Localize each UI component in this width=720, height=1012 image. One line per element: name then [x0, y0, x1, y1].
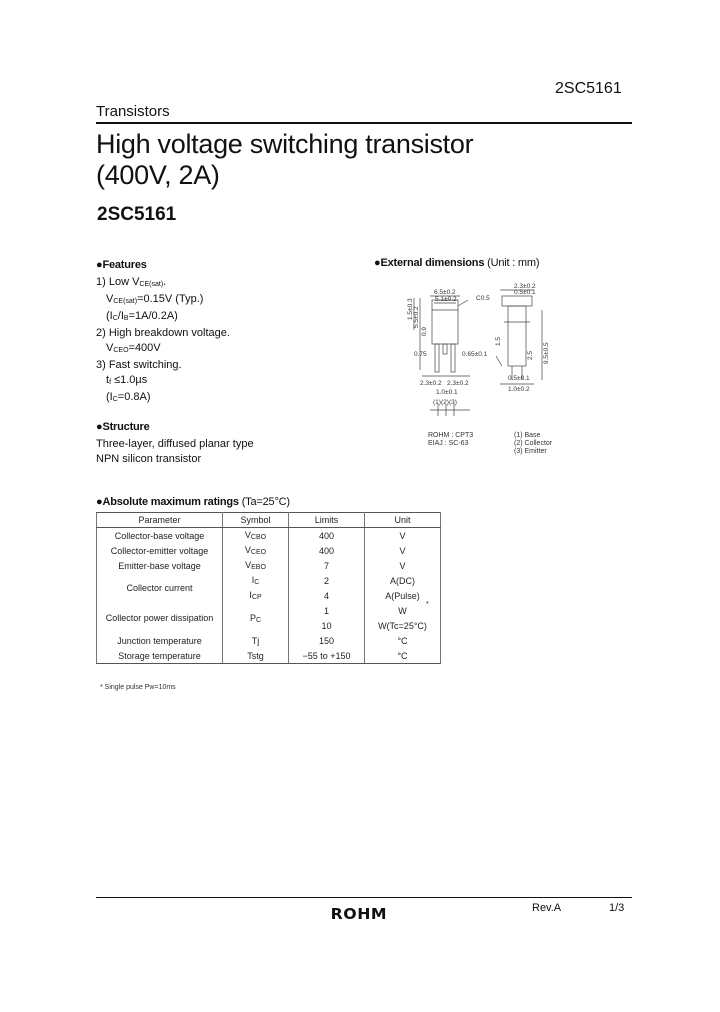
dim-label: 0.75 — [414, 351, 427, 358]
pin-3-label: (3) Emitter — [514, 448, 547, 455]
feature-3: 3) Fast switching. — [96, 359, 182, 371]
param-cell: Collector power dissipation — [97, 603, 223, 633]
feature-3-value: $t_f \le 1.0\mu s$ — [106, 374, 148, 386]
dim-label: 1.0±0.1 — [436, 389, 458, 396]
lead-3 — [451, 344, 455, 372]
symbol-cell: $V_{EBO}$ — [223, 558, 289, 573]
bullet-icon: ● — [96, 496, 103, 508]
dim-label: 0.5±0.1 — [508, 375, 530, 382]
feature-1-value: $V_{CE(sat)}=0.15V$ (Typ.) — [106, 293, 204, 305]
part-number-heading: 2SC5161 — [97, 204, 177, 225]
unit-cell: V — [365, 543, 441, 558]
dim-label: 5.1±0.2 — [435, 296, 457, 303]
unit-cell: W(Tc=25°C) — [365, 618, 441, 633]
table-row — [97, 558, 441, 573]
lead-1 — [435, 344, 439, 372]
param-cell: Storage temperature — [97, 648, 223, 664]
limit-cell: 150 — [289, 633, 365, 648]
column-header: Unit — [365, 513, 441, 528]
bullet-icon: ● — [96, 421, 103, 433]
dim-label: 5.5±0.2 — [413, 306, 420, 328]
unit-cell: V — [365, 528, 441, 544]
param-cell: Collector-base voltage — [97, 528, 223, 544]
limit-cell: 400 — [289, 543, 365, 558]
lead-number: (3) — [449, 399, 457, 406]
structure-heading: ●Structure — [96, 421, 150, 433]
column-header: Limits — [289, 513, 365, 528]
package-codes — [428, 432, 473, 448]
unit-cell: W — [365, 603, 441, 618]
table-row — [97, 648, 441, 664]
limit-cell: 1 — [289, 603, 365, 618]
table-row — [97, 528, 441, 544]
table-row — [97, 573, 441, 588]
dimensions-heading: ●External dimensions (Unit : mm) — [374, 257, 540, 269]
package-dimension-drawing — [372, 270, 568, 430]
package-code-rohm: ROHM : CPT3 — [428, 432, 474, 439]
header-part-number: 2SC5161 — [555, 80, 622, 97]
param-cell: Collector current — [97, 573, 223, 603]
symbol-cell: Tj — [223, 633, 289, 648]
dim-label: 9.5±0.5 — [543, 342, 550, 364]
limit-cell: 2 — [289, 573, 365, 588]
page-number: 1/3 — [609, 902, 625, 914]
symbol-cell: $P_C$ — [223, 603, 289, 633]
dim-label: 0.9 — [421, 326, 428, 336]
unit-cell: A(Pulse) — [365, 588, 441, 603]
dim-label: 1.0±0.2 — [508, 386, 530, 393]
feature-1: 1) Low $V_{CE(sat)}$. — [96, 276, 167, 288]
limit-cell: 7 — [289, 558, 365, 573]
revision-label: Rev.A — [532, 902, 562, 914]
table-row — [97, 633, 441, 648]
symbol-cell: Tstg — [223, 648, 289, 664]
bullet-icon: ● — [374, 257, 381, 269]
symbol-cell: $I_C$ — [223, 573, 289, 588]
unit-cell: A(DC) — [365, 573, 441, 588]
header-category: Transistors — [96, 103, 170, 120]
ratings-table — [96, 512, 441, 664]
param-cell: Junction temperature — [97, 633, 223, 648]
feature-1-condition: $(I_C/I_B=1A/0.2A)$ — [106, 310, 178, 322]
ratings-footnote: * Single pulse Pw=10ms — [100, 684, 176, 691]
param-cell: Emitter-base voltage — [97, 558, 223, 573]
feature-3-condition: $(I_C=0.8A)$ — [106, 391, 151, 403]
dim-label: 0.65±0.1 — [462, 351, 488, 358]
dim-label: 2.3±0.2 — [514, 283, 536, 290]
title-line-2: (400V, 2A) — [96, 160, 220, 190]
symbol-cell: $I_{CP}$ — [223, 588, 289, 603]
dim-label: 2.3±0.2 — [420, 380, 442, 387]
page-title — [96, 129, 473, 191]
pin-1-label: (1) Base — [514, 432, 541, 439]
features-heading: ●Features — [96, 259, 147, 271]
symbol-cell: $V_{CEO}$ — [223, 543, 289, 558]
feature-2: 2) High breakdown voltage. — [96, 327, 230, 339]
pin-legend — [514, 432, 552, 456]
table-header-row — [97, 513, 441, 528]
package-tab-side — [502, 296, 532, 306]
unit-cell: V — [365, 558, 441, 573]
dim-label: 2.5 — [527, 350, 534, 360]
dim-label: 1.5 — [495, 336, 502, 346]
column-header: Parameter — [97, 513, 223, 528]
limit-cell: 4 — [289, 588, 365, 603]
limit-cell: 400 — [289, 528, 365, 544]
pulse-footnote-marker: * — [426, 601, 429, 608]
table-row — [97, 603, 441, 618]
dim-label: 0.5±0.1 — [514, 289, 536, 296]
table-row — [97, 543, 441, 558]
ratings-heading: ●Absolute maximum ratings (Ta=25°C) — [96, 496, 290, 508]
unit-cell: °C — [365, 633, 441, 648]
limit-cell: 10 — [289, 618, 365, 633]
footer-divider — [96, 897, 632, 898]
package-body-front — [432, 300, 458, 344]
dim-label: C0.5 — [476, 295, 490, 302]
limit-cell: −55 to +150 — [289, 648, 365, 664]
package-body-side — [508, 306, 526, 366]
symbol-cell: $V_{CBO}$ — [223, 528, 289, 544]
pin-2-label: (2) Collector — [514, 440, 553, 447]
header-divider — [96, 122, 632, 124]
structure-line-2: NPN silicon transistor — [96, 453, 202, 465]
features-list — [96, 275, 230, 407]
bullet-icon: ● — [96, 259, 103, 271]
dim-label: 2.3±0.2 — [447, 380, 469, 387]
lead-number: (1) — [433, 399, 441, 406]
param-cell: Collector-emitter voltage — [97, 543, 223, 558]
column-header: Symbol — [223, 513, 289, 528]
structure-text — [96, 437, 254, 467]
unit-cell: °C — [365, 648, 441, 664]
package-code-eiaj: EIAJ : SC-63 — [428, 440, 469, 447]
lead-2 — [443, 344, 447, 354]
dim-label: 6.5±0.2 — [434, 289, 456, 296]
feature-2-value: $V_{CEO}=400V$ — [106, 342, 161, 354]
dim-label: 1.5±0.3 — [407, 298, 414, 320]
rohm-logo: ROHM — [330, 905, 388, 923]
lead-number: (2) — [441, 399, 449, 406]
title-line-1: High voltage switching transistor — [96, 129, 474, 159]
structure-line-1: Three-layer, diffused planar type — [96, 438, 254, 450]
